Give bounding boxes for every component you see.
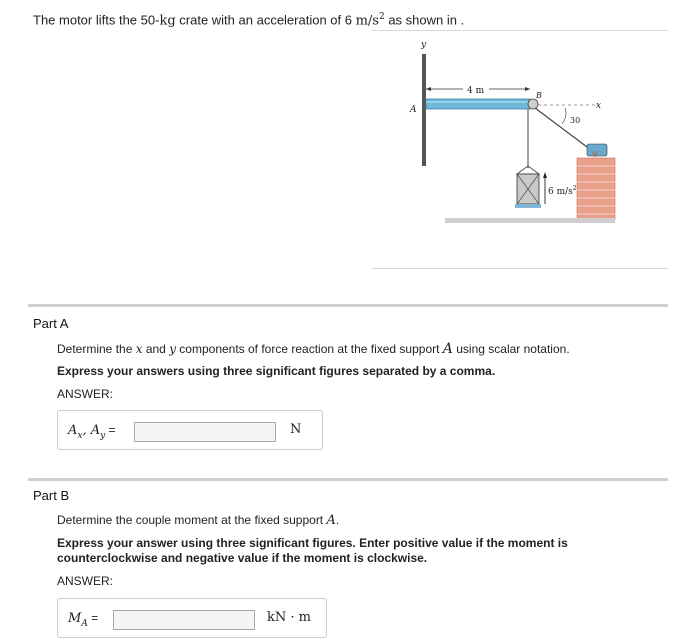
ground (445, 218, 615, 223)
crate (515, 166, 541, 208)
cable (535, 108, 595, 153)
part-b-prompt: Determine the couple moment at the fixed support A. (57, 513, 340, 528)
part-a-divider (28, 304, 668, 307)
part-b-answer-box (57, 598, 327, 638)
part-a-title: Part A (33, 316, 69, 331)
angle-label: 30 (570, 116, 581, 125)
x-axis-label: x (596, 101, 602, 111)
a-label: A (410, 105, 417, 115)
part-a-answer-box (57, 410, 323, 450)
part-b-title: Part B (33, 488, 70, 503)
part-b-variable: $M_A$ = (68, 611, 99, 630)
part-a-answer-label: ANSWER: (57, 387, 114, 401)
part-a-answer-input[interactable] (134, 422, 276, 442)
part-b-instruction: Express your answer using three significant figures. Enter positive value if the moment is counterclockwise and negative value if the moment is clockwise. (57, 536, 568, 565)
brick-pedestal (577, 158, 615, 220)
wall (422, 54, 426, 166)
kg-unit: kg (159, 13, 176, 29)
y-axis-label: y (421, 40, 427, 50)
figure-underline (372, 268, 668, 269)
part-a-instruction: Express your answers using three significant figures separated by a comma. (57, 364, 496, 378)
b-label: B (536, 91, 542, 100)
intro-underline (372, 30, 668, 31)
problem-figure (395, 38, 635, 228)
accel-unit: m/s (355, 13, 379, 29)
part-b-answer-label: ANSWER: (57, 574, 114, 588)
motor (587, 144, 607, 157)
part-a-prompt: Determine the x and y components of force reaction at the fixed support A using scalar notation. (57, 341, 570, 357)
part-a-unit: N (290, 422, 302, 437)
pulley (528, 99, 538, 109)
problem-statement: The motor lifts the 50-kg crate with an acceleration of 6 $m/s^2$ as shown in . (33, 12, 465, 29)
acceleration-label: 6 $m/s^2$ (548, 185, 577, 197)
part-b-answer-input[interactable] (113, 610, 255, 630)
part-a-variable: $A_x$, $A_y$ = (68, 423, 116, 442)
beam (426, 99, 530, 109)
part-b-divider (28, 478, 668, 481)
part-b-unit: kN · m (267, 610, 311, 625)
dimension-label: 4 m (467, 86, 485, 96)
